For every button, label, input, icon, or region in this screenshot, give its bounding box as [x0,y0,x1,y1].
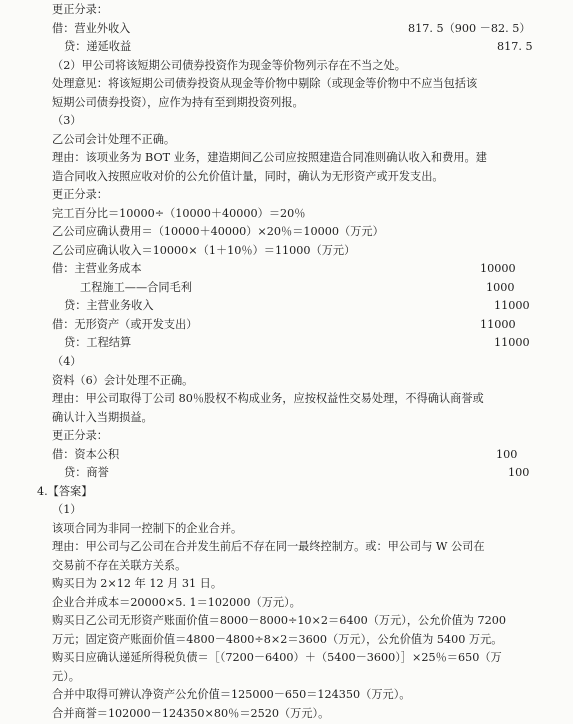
journal-entry-credit: 贷：主营业务收入 11000 [64,299,530,313]
formula-line: 购买日应确认递延所得税负债＝［（7200－6400）＋（5400－3600）］×25％＝650（万 [52,651,502,665]
journal-entry-credit: 贷：递延收益 817. 5 [64,40,533,54]
answer-heading: 4.【答案】 [37,484,93,498]
text-line: 更正分录： [52,3,108,16]
journal-entry-debit: 借：资本公积 100 [52,447,518,461]
text-line: 理由：甲公司取得丁公司 80％股权不构成业务，应按权益性交易处理，不得确认商誉或 [52,392,484,406]
formula-line: 购买日乙公司无形资产账面价值＝8000－8000÷10×2＝6400（万元），公允价值为 7200 [52,614,507,628]
journal-entry-credit: 贷：商誉 100 [64,466,530,480]
text-line: 该项合同为非同一控制下的企业合并。 [52,521,243,535]
journal-entry-debit: 工程施工——合同毛利 1000 [80,280,515,294]
text-line: 理由：甲公司与乙公司在合并发生前后不存在同一最终控制方。或：甲公司与 W 公司在 [52,540,485,554]
amount: 1000 [486,280,515,294]
text-line: 短期公司债券投资），应作为持有至到期投资列报。 [52,95,304,109]
text-line: 造合同收入按照应收对价的公允价值计量，同时，确认为无形资产或开发支出。 [52,169,444,183]
amount: 11000 [480,317,516,331]
amount: 10000 [480,262,516,276]
section-number: （4） [52,355,82,368]
amount: 817. 5（900 －82. 5） [408,21,531,35]
amount: 11000 [494,336,530,350]
text-line: 处理意见：将该短期公司债券投资从现金等价物中剔除（或现金等价物中不应当包括该 [52,77,478,91]
formula-line: 乙公司应确认收入＝10000×（1＋10％）＝11000（万元） [52,243,356,257]
formula-line: 万元；固定资产账面价值＝4800－4800÷8×2＝3600（万元），公允价值为 5400 万元。 [52,632,503,646]
text-line: 资料（6）会计处理不正确。 [52,373,194,387]
text-line: 乙公司会计处理不正确。 [52,132,176,146]
text-line: （2）甲公司将该短期公司债券投资作为现金等价物列示存在不当之处。 [52,58,406,72]
text-line: 更正分录： [52,429,108,443]
formula-line: 乙公司应确认费用＝（10000＋40000）×20％＝10000（万元） [52,225,384,239]
formula-line: 合并商誉＝102000－124350×80％＝2520（万元）。 [52,707,330,720]
amount: 100 [496,447,518,461]
section-number: （1） [52,503,82,517]
text-line: 更正分录： [52,188,108,202]
formula-line: 企业合并成本＝20000×5. 1＝102000（万元）。 [52,595,301,609]
formula-line: 合并中取得可辨认净资产公允价值＝125000－650＝124350（万元）。 [52,688,411,702]
formula-line: 完工百分比＝10000÷（10000＋40000）＝20％ [52,206,306,220]
journal-entry-debit: 借：无形资产（或开发支出） 11000 [52,317,516,331]
text-line: 购买日为 2×12 年 12 月 31 日。 [52,577,223,591]
text-line: 理由：该项业务为 BOT 业务，建造期间乙公司应按照建造合同准则确认收入和费用。建 [52,151,487,165]
amount: 100 [508,466,530,480]
amount: 11000 [494,299,530,313]
section-number: （3） [52,114,82,128]
text-line: 确认计入当期损益。 [52,410,153,424]
journal-entry-debit: 借：营业外收入 817. 5（900 －82. 5） [52,21,531,35]
journal-entry-credit: 贷：工程结算 11000 [64,336,530,350]
amount: 817. 5 [497,40,533,54]
formula-line: 元）。 [52,669,80,683]
journal-entry-debit: 借：主营业务成本 10000 [52,262,516,276]
text-line: 交易前不存在关联方关系。 [52,558,187,572]
